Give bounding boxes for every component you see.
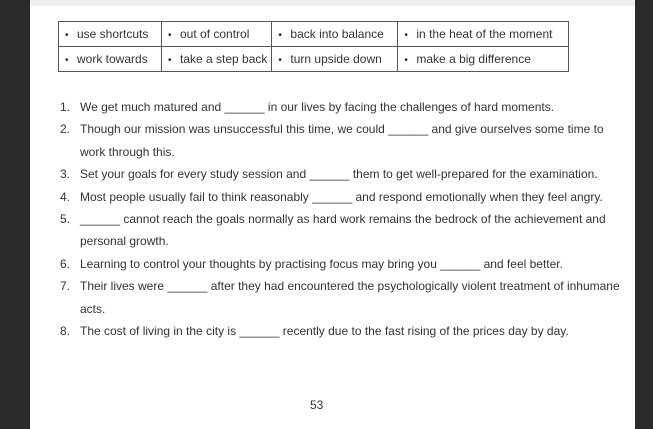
question-item <box>60 96 620 118</box>
phrase-text: make a big difference <box>416 52 531 66</box>
phrase-text: out of control <box>180 27 250 41</box>
question-text: Though our mission was unsuccessful this time, we could ______ and give ourselves some time to work through this. <box>80 122 604 159</box>
question-number: 6. <box>60 256 71 271</box>
question-text: We get much matured and ______ in our lives by facing the challenges of hard moments. <box>80 100 555 114</box>
question-number: 5. <box>60 212 71 227</box>
phrase-cell <box>272 22 398 47</box>
question-number: 7. <box>60 279 71 294</box>
phrase-text: turn upside down <box>290 52 382 66</box>
phrase-row <box>59 22 569 47</box>
bullet-icon: • <box>278 30 282 41</box>
question-item <box>60 275 620 320</box>
bullet-icon: • <box>278 55 282 66</box>
question-item <box>60 208 620 253</box>
phrase-cell <box>162 22 272 47</box>
phrase-row <box>59 47 569 72</box>
question-list <box>60 96 620 342</box>
phrase-cell <box>162 47 272 72</box>
question-item <box>60 253 620 275</box>
question-item <box>60 186 620 208</box>
question-number: 2. <box>60 122 71 137</box>
question-text: ______ cannot reach the goals normally as hard work remains the bedrock of the achievement and personal growth. <box>80 212 606 249</box>
question-item <box>60 320 620 342</box>
bullet-icon: • <box>404 55 408 66</box>
phrase-text: in the heat of the moment <box>416 27 553 41</box>
phrase-text: work towards <box>77 52 148 66</box>
phrase-text: use shortcuts <box>77 27 149 41</box>
bullet-icon: • <box>65 30 69 41</box>
question-text: Most people usually fail to think reasonably ______ and respond emotionally when they feel angry. <box>80 189 603 204</box>
phrase-cell <box>59 47 162 72</box>
bullet-icon: • <box>404 30 408 41</box>
phrase-cell <box>272 47 398 72</box>
page-number: 53 <box>310 398 324 412</box>
document-page <box>30 0 635 429</box>
question-item <box>60 163 620 185</box>
question-text: Their lives were ______ after they had encountered the psychologically violent treatment of inhumane acts. <box>80 279 620 316</box>
question-text: Set your goals for every study session and ______ them to get well-prepared for the examination. <box>80 167 598 182</box>
question-number: 3. <box>60 167 71 182</box>
bullet-icon: • <box>168 30 172 41</box>
question-item <box>60 118 620 163</box>
top-edge <box>30 0 635 6</box>
question-number: 1. <box>60 100 71 114</box>
phrase-text: take a step back <box>180 52 268 66</box>
phrase-cell <box>398 47 569 72</box>
question-text: The cost of living in the city is ______ recently due to the fast rising of the prices day by day. <box>80 324 569 339</box>
question-number: 8. <box>60 324 71 339</box>
phrase-cell <box>59 22 162 47</box>
bullet-icon: • <box>168 55 172 66</box>
phrase-cell <box>398 22 569 47</box>
question-text: Learning to control your thoughts by practising focus may bring you ______ and feel better. <box>80 256 563 271</box>
phrase-table <box>58 21 569 72</box>
phrase-text: back into balance <box>290 27 384 41</box>
bullet-icon: • <box>65 55 69 66</box>
question-number: 4. <box>60 189 71 204</box>
